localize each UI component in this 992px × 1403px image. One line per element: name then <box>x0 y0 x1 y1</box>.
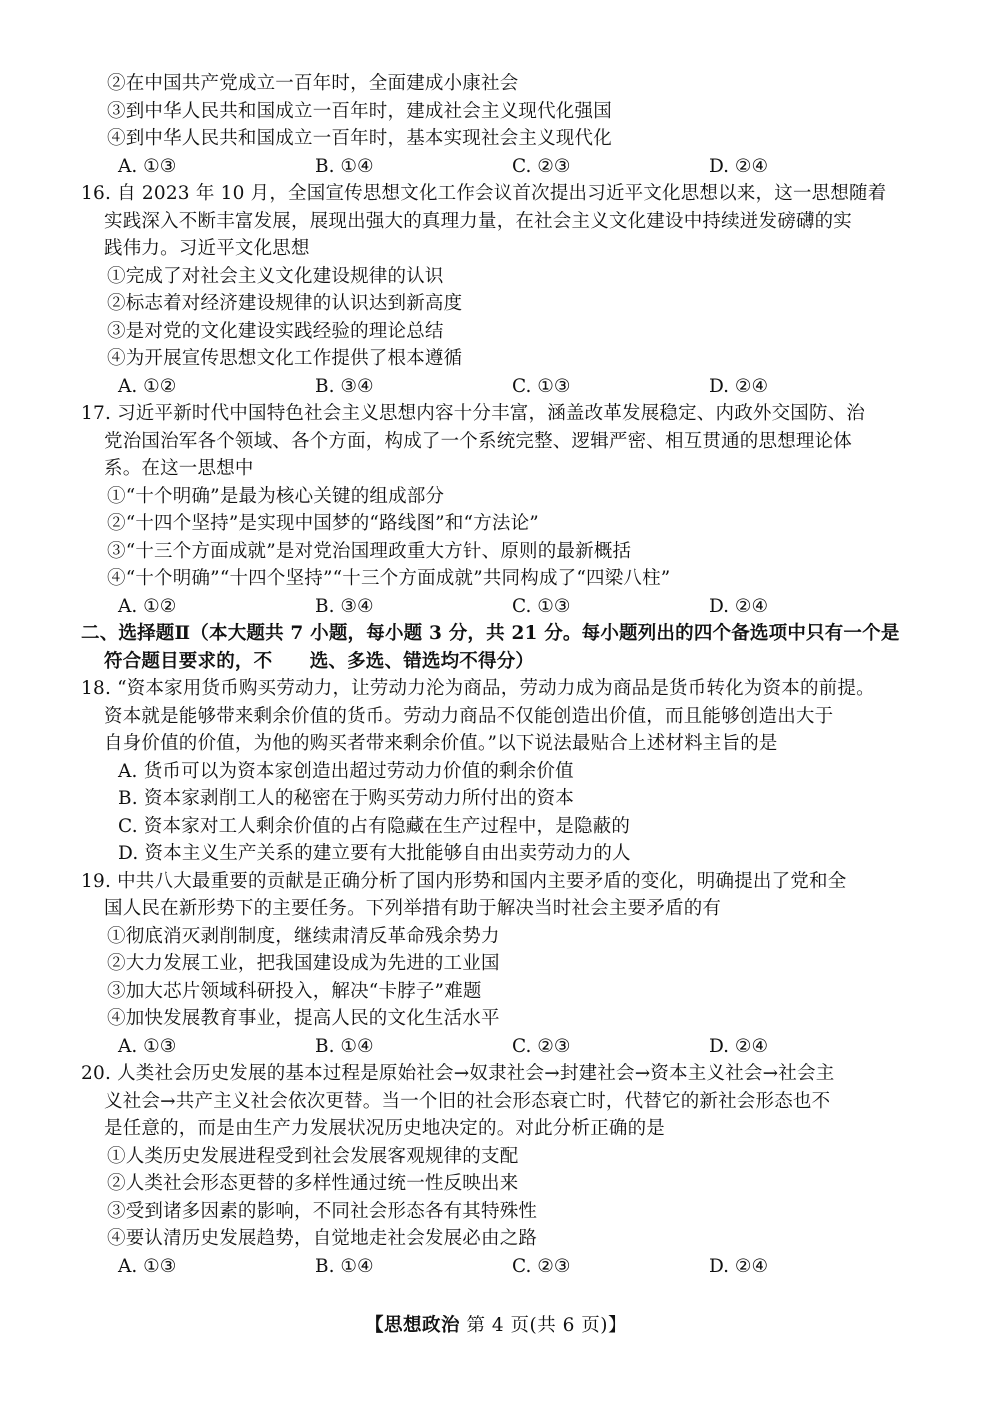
section-instructions: 符合题目要求的，不 选、多选、错选均不得分） <box>104 650 535 672</box>
option-line: ③加大芯片领域科研投入，解决“卡脖子”难题 <box>107 980 482 1002</box>
choice-d: D. ②④ <box>709 595 769 617</box>
choice-c: C. ①③ <box>512 375 571 397</box>
question-stem: 16. 自 2023 年 10 月，全国宣传思想文化工作会议首次提出习近平文化思想以来，这一思想随着 <box>81 183 887 204</box>
choice-c: C. ②③ <box>512 155 571 177</box>
question-stem: 18. “资本家用货币购买劳动力，让劳动力沦为商品，劳动力成为商品是货币转化为资本的前提。 <box>81 678 875 699</box>
option-line: ④“十个明确”“十四个坚持”“十三个方面成就”共同构成了“四梁八柱” <box>107 568 671 589</box>
answer-choices <box>104 593 906 621</box>
answer-choices <box>104 1033 906 1061</box>
option-line: ④加快发展教育事业，提高人民的文化生活水平 <box>107 1008 500 1029</box>
option-line: ③受到诸多因素的影响，不同社会形态各有其特殊性 <box>107 1200 538 1222</box>
choice-a: A. ①③ <box>118 1255 177 1277</box>
option-d: D. 资本主义生产关系的建立要有大批能够自由出卖劳动力的人 <box>118 843 631 864</box>
question-stem: 资本就是能够带来剩余价值的货币。劳动力商品不仅能创造出价值，而且能够创造出大于 <box>104 705 834 727</box>
option-line: ②“十四个坚持”是实现中国梦的“路线图”和“方法论” <box>107 513 539 534</box>
choice-a: A. ①③ <box>118 1035 177 1057</box>
question-15-tail <box>104 70 906 180</box>
choice-c: C. ②③ <box>512 1035 571 1057</box>
question-stem: 践伟力。习近平文化思想 <box>104 238 310 259</box>
choice-d: D. ②④ <box>709 1035 769 1057</box>
choice-a: A. ①② <box>118 375 177 397</box>
choice-a: A. ①③ <box>118 155 177 177</box>
option-line: ①完成了对社会主义文化建设规律的认识 <box>107 265 444 287</box>
question-stem: 国人民在新形势下的主要任务。下列举措有助于解决当时社会主要矛盾的有 <box>104 898 722 919</box>
option-line: ②人类社会形态更替的多样性通过统一性反映出来 <box>107 1173 519 1194</box>
choice-d: D. ②④ <box>709 1255 769 1277</box>
question-stem: 19. 中共八大最重要的贡献是正确分析了国内形势和国内主要矛盾的变化，明确提出了党和全 <box>81 870 847 892</box>
question-stem: 是任意的，而是由生产力发展状况历史地决定的。对此分析正确的是 <box>104 1118 666 1139</box>
footer-subject: 【思想政治 <box>365 1315 461 1336</box>
question-stem: 义社会→共产主义社会依次更替。当一个旧的社会形态衰亡时，代替它的新社会形态也不 <box>104 1090 831 1112</box>
answer-choices <box>104 1253 906 1281</box>
choice-b: B. ①④ <box>315 1035 374 1057</box>
option-line: ③到中华人民共和国成立一百年时，建成社会主义现代化强国 <box>107 100 612 122</box>
choice-c: C. ②③ <box>512 1255 571 1277</box>
option-line: ③“十三个方面成就”是对党治国理政重大方针、原则的最新概括 <box>107 540 632 562</box>
section-title: 二、选择题Ⅱ（本大题共 7 小题，每小题 3 分，共 21 分。每小题列出的四个备选项中只有一个是 <box>81 623 900 644</box>
option-line: ④到中华人民共和国成立一百年时，基本实现社会主义现代化 <box>107 128 612 149</box>
option-line: ③是对党的文化建设实践经验的理论总结 <box>107 320 444 342</box>
option-line: ①“十个明确”是最为核心关键的组成部分 <box>107 485 445 507</box>
page-footer <box>0 1313 992 1339</box>
question-stem: 党治国治军各个领域、各个方面，构成了一个系统完整、逻辑严密、相互贯通的思想理论体 <box>104 430 853 452</box>
choice-d: D. ②④ <box>709 375 769 397</box>
choice-c: C. ①③ <box>512 595 571 617</box>
choice-b: B. ③④ <box>315 595 374 617</box>
section-header <box>81 620 906 675</box>
option-b: B. 资本家剥削工人的秘密在于购买劳动力所付出的资本 <box>118 788 575 809</box>
question-stem: 17. 习近平新时代中国特色社会主义思想内容十分丰富，涵盖改革发展稳定、内政外交国防、治 <box>81 403 866 424</box>
answer-choices <box>104 153 906 181</box>
question-18 <box>81 675 906 758</box>
question-stem: 系。在这一思想中 <box>104 458 254 479</box>
option-line: ②标志着对经济建设规律的认识达到新高度 <box>107 293 463 314</box>
question-20 <box>81 1060 906 1143</box>
choice-b: B. ①④ <box>315 1255 374 1277</box>
footer-page-number: 第 4 页(共 6 页)】 <box>466 1315 627 1336</box>
option-line: ④为开展宣传思想文化工作提供了根本遵循 <box>107 348 463 369</box>
question-stem: 20. 人类社会历史发展的基本过程是原始社会→奴隶社会→封建社会→资本主义社会→社会主 <box>81 1063 835 1084</box>
option-a: A. 货币可以为资本家创造出超过劳动力价值的剩余价值 <box>118 760 574 782</box>
option-c: C. 资本家对工人剩余价值的占有隐藏在生产过程中，是隐蔽的 <box>118 815 631 837</box>
question-stem: 自身价值的价值，为他的购买者带来剩余价值。”以下说法最贴合上述材料主旨的是 <box>104 733 778 754</box>
choice-b: B. ①④ <box>315 155 374 177</box>
question-16 <box>81 180 906 263</box>
choice-a: A. ①② <box>118 595 177 617</box>
option-line: ②大力发展工业，把我国建设成为先进的工业国 <box>107 953 500 974</box>
answer-choices <box>104 373 906 401</box>
choice-b: B. ③④ <box>315 375 374 397</box>
option-line: ④要认清历史发展趋势，自觉地走社会发展必由之路 <box>107 1228 538 1249</box>
option-line: ②在中国共产党成立一百年时，全面建成小康社会 <box>107 73 519 94</box>
option-line: ①彻底消灭剥削制度，继续肃清反革命残余势力 <box>107 925 500 947</box>
question-stem: 实践深入不断丰富发展，展现出强大的真理力量，在社会主义文化建设中持续迸发磅礴的实 <box>104 210 853 232</box>
option-line: ①人类历史发展进程受到社会发展客观规律的支配 <box>107 1145 519 1167</box>
question-19 <box>81 868 906 923</box>
choice-d: D. ②④ <box>709 155 769 177</box>
question-17 <box>81 400 906 483</box>
